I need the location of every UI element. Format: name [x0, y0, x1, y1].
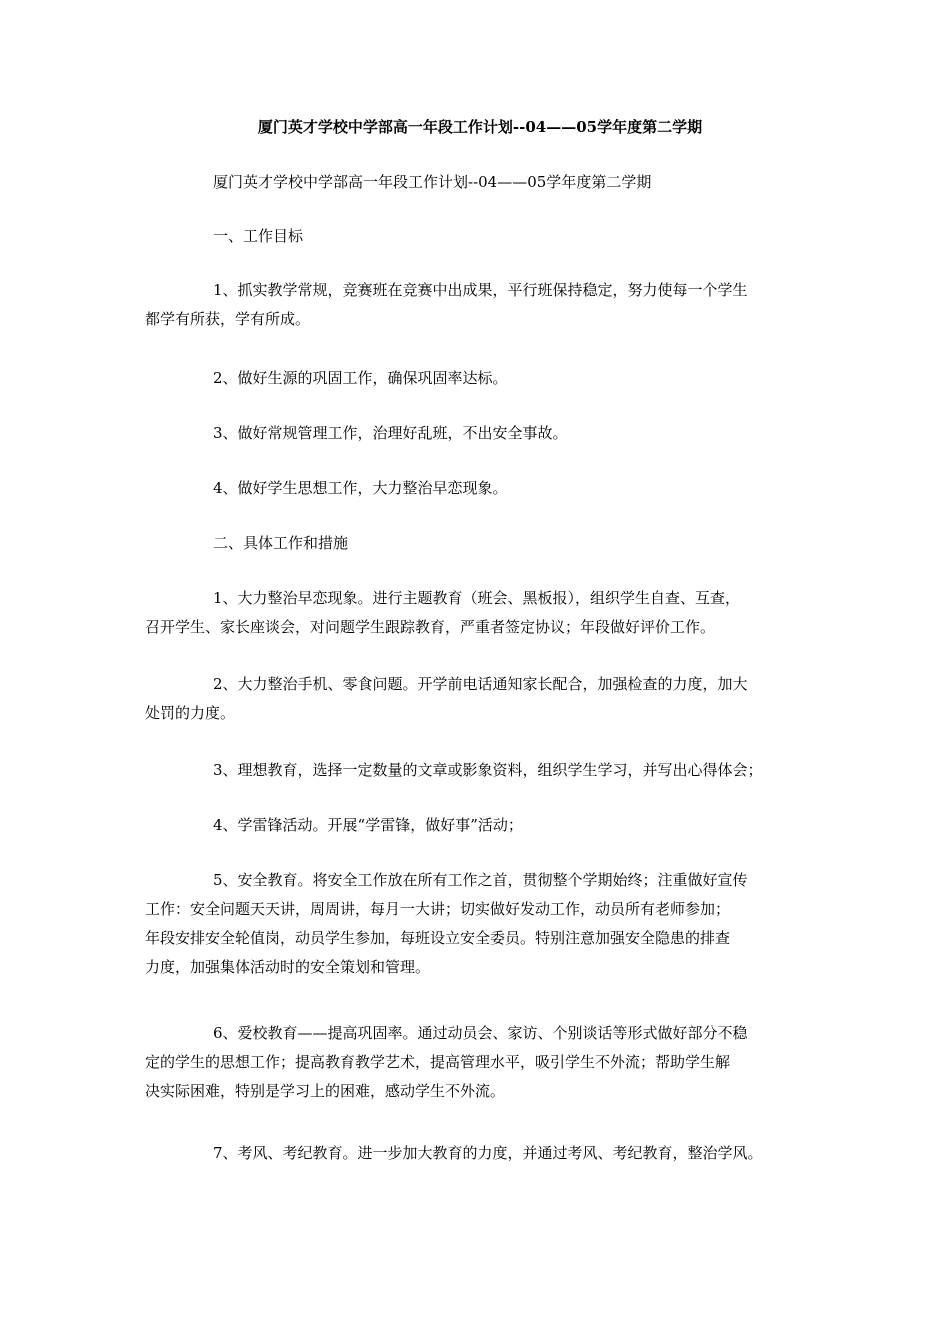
subtitle-line: 厦门英才学校中学部高一年段工作计划--04——05学年度第二学期 [213, 173, 652, 191]
paragraph-line: 4、学雷锋活动。开展“学雷锋，做好事”活动； [213, 816, 523, 834]
paragraph-line: 7、考风、考纪教育。进一步加大教育的力度，并通过考风、考纪教育，整治学风。 [213, 1144, 763, 1162]
paragraph-line: 5、安全教育。将安全工作放在所有工作之首，贯彻整个学期始终；注重做好宣传 [213, 871, 748, 889]
goal-item-3 [145, 419, 825, 448]
measure-item-6 [145, 1019, 825, 1106]
goal-item-1 [145, 276, 825, 334]
paragraph-line: 召开学生、家长座谈会，对问题学生跟踪教育，严重者签定协议；年段做好评价工作。 [145, 618, 716, 636]
goal-item-2 [145, 364, 825, 393]
paragraph-line: 力度，加强集体活动时的安全策划和管理。 [145, 958, 431, 976]
measure-item-2 [145, 670, 825, 728]
paragraph-line: 1、大力整治早恋现象。进行主题教育（班会、黑板报），组织学生自查、互查， [213, 589, 741, 607]
measure-item-7 [145, 1139, 825, 1168]
paragraph-line: 3、理想教育，选择一定数量的文章或影象资料，组织学生学习，并写出心得体会； [213, 761, 763, 779]
paragraph-line: 2、做好生源的巩固工作，确保巩固率达标。 [213, 369, 508, 387]
document-title: 厦门英才学校中学部高一年段工作计划--04——05学年度第二学期 [257, 118, 703, 136]
paragraph-line: 定的学生的思想工作；提高教育教学艺术，提高管理水平，吸引学生不外流；帮助学生解 [145, 1053, 731, 1071]
paragraph-line: 工作：安全问题天天讲，周周讲，每月一大讲；切实做好发动工作，动员所有老师参加； [145, 900, 731, 918]
paragraph-line: 2、大力整治手机、零食问题。开学前电话通知家长配合，加强检查的力度，加大 [213, 675, 748, 693]
section-heading-measures [145, 529, 825, 558]
paragraph-line: 1、抓实教学常规，竞赛班在竞赛中出成果，平行班保持稳定，努力使每一个学生 [213, 281, 748, 299]
paragraph-line: 6、爱校教育——提高巩固率。通过动员会、家访、个别谈话等形式做好部分不稳 [213, 1024, 748, 1042]
measure-item-5 [145, 866, 825, 982]
measure-item-1 [145, 584, 825, 642]
document-subtitle [145, 168, 825, 197]
paragraph-line: 处罚的力度。 [145, 704, 236, 722]
measure-item-3 [145, 756, 825, 785]
paragraph-line: 3、做好常规管理工作，治理好乱班，不出安全事故。 [213, 424, 568, 442]
paragraph-line: 决实际困难，特别是学习上的困难，感动学生不外流。 [145, 1082, 506, 1100]
section-heading-text: 一、工作目标 [213, 227, 304, 245]
paragraph-line: 4、做好学生思想工作，大力整治早恋现象。 [213, 479, 508, 497]
paragraph-line: 都学有所获，学有所成。 [145, 310, 311, 328]
goal-item-4 [145, 474, 825, 503]
section-heading-text: 二、具体工作和措施 [213, 534, 349, 552]
section-heading-goals [145, 222, 825, 251]
measure-item-4 [145, 811, 825, 840]
paragraph-line: 年段安排安全轮值岗，动员学生参加，每班设立安全委员。特别注意加强安全隐患的排查 [145, 929, 731, 947]
